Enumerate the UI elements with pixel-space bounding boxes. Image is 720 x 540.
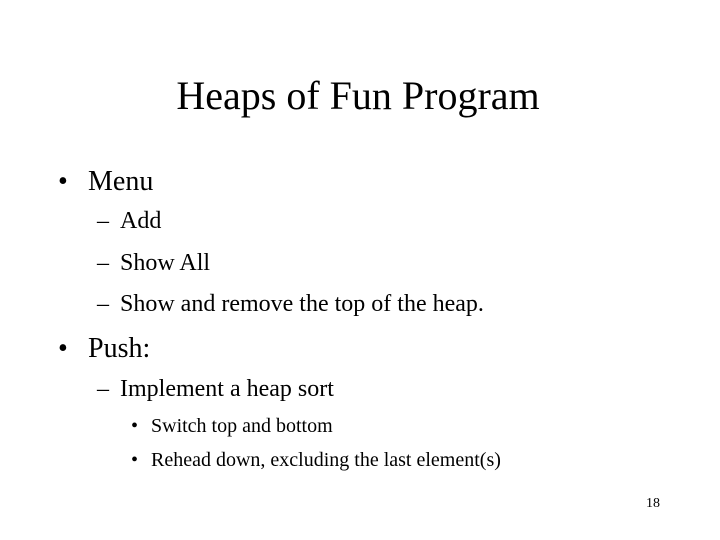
bullet-item-menu <box>58 165 153 199</box>
sub-item-add <box>97 206 161 236</box>
bullet-marker: • <box>131 449 139 471</box>
slide-title: Heaps of Fun Program <box>176 73 540 118</box>
dash-marker: – <box>97 208 109 234</box>
page-number: 18 <box>646 496 660 511</box>
sub-sub-item-switch <box>131 413 333 439</box>
sub-item-show-remove-top <box>97 289 484 319</box>
sub-sub-item-text: Rehead down, excluding the last element(s) <box>151 449 501 471</box>
bullet-item-push <box>58 332 150 366</box>
sub-item-text: Show and remove the top of the heap. <box>120 291 484 317</box>
sub-sub-item-rehead <box>131 447 501 473</box>
bullet-marker: • <box>131 415 139 437</box>
sub-sub-item-text: Switch top and bottom <box>151 415 333 437</box>
bullet-text: Push: <box>88 333 151 364</box>
bullet-marker: • <box>58 333 68 364</box>
sub-item-heap-sort <box>97 374 334 404</box>
bullet-marker: • <box>58 166 68 197</box>
sub-item-text: Implement a heap sort <box>120 376 334 402</box>
bullet-text: Menu <box>88 166 154 197</box>
sub-item-show-all <box>97 248 210 278</box>
sub-item-text: Add <box>120 208 162 234</box>
dash-marker: – <box>97 376 109 402</box>
dash-marker: – <box>97 291 109 317</box>
sub-item-text: Show All <box>120 250 211 276</box>
dash-marker: – <box>97 250 109 276</box>
